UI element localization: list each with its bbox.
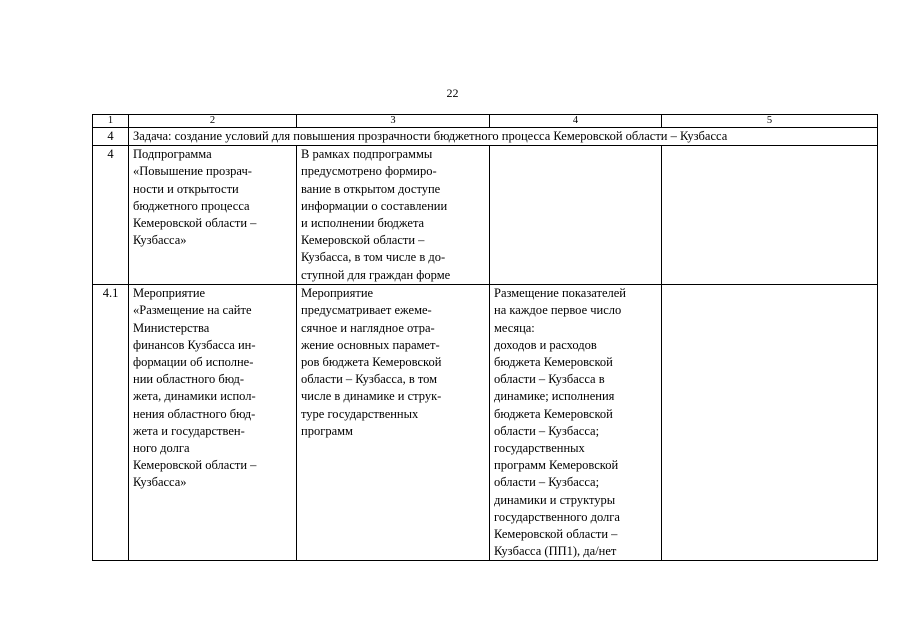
table-row [93, 285, 878, 561]
row-name: Подпрограмма «Повышение прозрач- ности и открытости бюджетного процесса Кемеровской области – Кузбасса» [129, 146, 297, 285]
row-indicator [490, 146, 662, 285]
column-header-2: 2 [129, 115, 297, 128]
column-header-3: 3 [297, 115, 490, 128]
row-description: В рамках подпрограммы предусмотрено формиро- вание в открытом доступе информации о составлении и исполнении бюджета Кемеровской области – Кузбасса, в том числе в до- ступной для граждан форме [297, 146, 490, 285]
program-table [92, 114, 878, 561]
row-number: 4.1 [93, 285, 129, 561]
task-row [93, 128, 878, 146]
row-indicator: Размещение показателей на каждое первое число месяца: доходов и расходов бюджета Кемеровской области – Кузбасса в динамике; исполнения бюджета Кемеровской области – Кузбасса; государственных программ Кемеровской области – Кузбасса; динамики и структуры государственного долга Кемеровской области – Кузбасса (ПП1), да/нет [490, 285, 662, 561]
row-col5 [662, 285, 878, 561]
row-description: Мероприятие предусматривает ежеме- сячное и наглядное отра- жение основных парамет- ров бюджета Кемеровской области – Кузбасса, в том числе в динамике и струк- туре государственных программ [297, 285, 490, 561]
row-col5 [662, 146, 878, 285]
table-row [93, 146, 878, 285]
task-text: Задача: создание условий для повышения прозрачности бюджетного процесса Кемеровской области – Кузбасса [129, 128, 878, 146]
column-header-1: 1 [93, 115, 129, 128]
page-number: 22 [446, 86, 459, 100]
task-number: 4 [93, 128, 129, 146]
column-header-5: 5 [662, 115, 878, 128]
column-header-4: 4 [490, 115, 662, 128]
column-number-row [93, 115, 878, 128]
row-number: 4 [93, 146, 129, 285]
row-name: Мероприятие «Размещение на сайте Министерства финансов Кузбасса ин- формации об исполне- нии областного бюд- жета, динамики испол- нения областного бюд- жета и государствен- ного долга Кемеровской области – Кузбасса» [129, 285, 297, 561]
